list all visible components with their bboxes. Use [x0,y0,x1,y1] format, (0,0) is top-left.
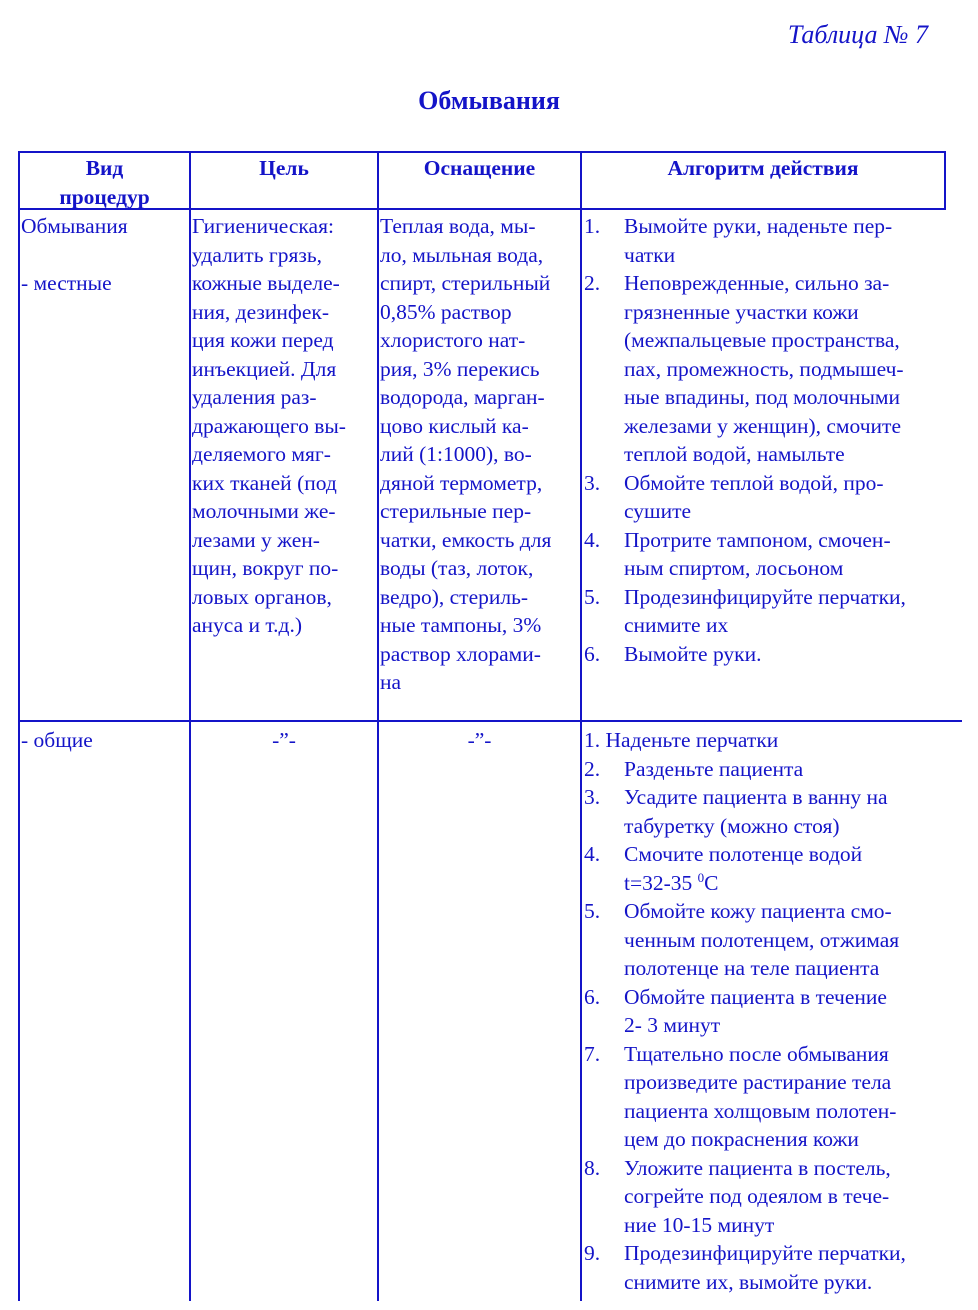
list-item: 4. Смочите полотенце водой t=32-35 $^0$С [584,842,863,895]
column-divider-3 [580,151,582,1301]
table-number-label: Таблица № 7 [787,20,928,49]
header-procedure-type: Вид процедур [59,156,150,209]
page-title: Обмывания [418,86,560,115]
list-item: 5. Обмойте кожу пациента смо- ченным полотенцем, отжимая полотенце на теле пациента [584,899,900,980]
list-item: 3. Обмойте теплой водой, про- сушите [584,470,884,523]
table-border-top [18,151,946,153]
equipment-general: -”- [467,728,492,752]
list-item: 4. Протрите тампоном, смочен- ным спиртом, лосьоном [584,527,891,580]
goal-local: Гигиеническая: удалить грязь, кожные выделе- ния, дезинфек- ция кожи перед инъекцией. Для удаления раз- дражающего вы- деляемого мяг- ких тканей (под молочными же- лезами у жен- щин, вокруг по- ловых органов, ануса и т.д.) [192,214,346,637]
equipment-local: Теплая вода, мы- ло, мыльная вода, спирт, стерильный 0,85% раствор хлористого нат- рия, 3% перекись водорода, марган- цово кислый ка- лий (1:1000), во- дяной термометр, стерильные пер- чатки, емкость для воды (таз, лоток, ведро), стериль- ные тампоны, 3% раствор хлорами- на [380,214,552,694]
header-algorithm: Алгоритм действия [667,156,859,180]
list-item: 3. Усадите пациента в ванну на табуретку (можно стоя) [584,785,888,838]
list-item: 9. Продезинфицируйте перчатки, снимите их, вымойте руки. [584,1241,906,1294]
algorithm-general [584,726,964,1296]
list-item: 1. Наденьте перчатки [584,728,779,752]
header-goal: Цель [259,156,309,180]
procedure-type-local: Обмывания - местные [21,214,128,295]
table-border-left [18,151,20,1301]
goal-general: -”- [272,728,296,752]
header-equipment: Оснащение [423,156,536,180]
list-item: 2. Разденьте пациента [584,756,804,781]
list-item: 1. Вымойте руки, наденьте пер- чатки [584,214,893,267]
algorithm-local [584,212,944,668]
list-item: 6. Обмойте пациента в течение 2- 3 минут [584,984,887,1037]
list-item: 8. Уложите пациента в постель, согрейте под одеялом в тече- ние 10-15 минут [584,1155,891,1237]
temperature-value: t=32-35 $^0$С [624,869,719,895]
row-divider [18,720,962,722]
list-item: 7. Тщательно после обмывания произведите растирание тела пациента холщовым полотен- цем до покраснения кожи [584,1041,897,1151]
procedure-type-general: - общие [21,728,93,752]
list-item: 5. Продезинфицируйте перчатки, снимите их [584,584,906,637]
list-item: 6. Вымойте руки. [584,641,762,666]
table-border-right [944,151,946,209]
list-item: 2. Неповрежденные, сильно за- грязненные участки кожи (межпальцевые пространства, пах, промежность, подмышеч- ные впадины, под молочными железами у женщин), смочите теплой водой, намыльте [584,271,904,466]
